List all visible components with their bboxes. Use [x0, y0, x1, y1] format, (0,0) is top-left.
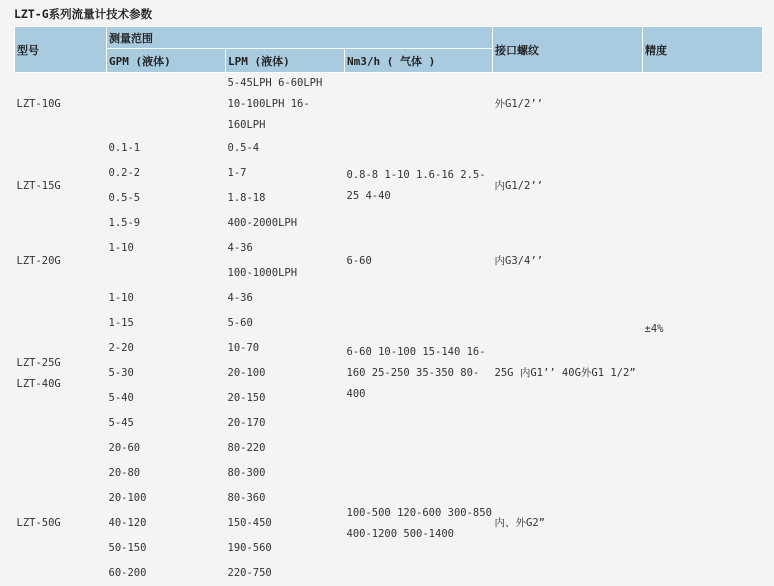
gpm-cell: 20-80	[107, 461, 226, 486]
header-range: 测量范围	[107, 27, 493, 49]
nm3h-cell: 6-60 10-100 15-140 16-160 25-250 35-350 80-400	[345, 286, 493, 461]
header-model: 型号	[15, 27, 107, 73]
lpm-cell: 1.8-18	[226, 186, 345, 211]
nm3h-cell: 100-500 120-600 300-850 400-1200 500-1400	[345, 461, 493, 586]
gpm-cell: 60-200	[107, 561, 226, 586]
lpm-cell: 80-220	[226, 436, 345, 461]
lpm-cell: 190-560	[226, 536, 345, 561]
model-cell	[15, 286, 107, 461]
header-thread: 接口螺纹	[493, 27, 643, 73]
thread-cell: 25G 内G1’’ 40G外G1 1/2”	[493, 286, 643, 461]
gpm-cell: 0.1-1	[107, 136, 226, 161]
header-gpm: GPM (液体)	[107, 49, 226, 73]
spec-table	[14, 26, 763, 586]
thread-cell: 外G1/2’’	[493, 73, 643, 137]
model-40g: LZT-40G	[17, 374, 107, 395]
gpm-cell: 40-120	[107, 511, 226, 536]
lpm-cell: 150-450	[226, 511, 345, 536]
gpm-cell: 1-10	[107, 286, 226, 311]
lpm-cell: 0.5-4	[226, 136, 345, 161]
table-row	[15, 73, 763, 137]
lpm-cell: 80-300	[226, 461, 345, 486]
model-cell: LZT-15G	[15, 136, 107, 236]
model-cell: LZT-50G	[15, 461, 107, 586]
header-lpm: LPM (液体)	[226, 49, 345, 73]
lpm-cell: 5-60	[226, 311, 345, 336]
gpm-cell: 0.2-2	[107, 161, 226, 186]
lpm-cell: 5-45LPH 6-60LPH 10-100LPH 16-160LPH	[226, 73, 345, 137]
model-cell: LZT-10G	[15, 73, 107, 137]
lpm-cell: 20-170	[226, 411, 345, 436]
gpm-cell: 0.5-5	[107, 186, 226, 211]
lpm-cell: 100-1000LPH	[226, 261, 345, 286]
gpm-cell: 5-30	[107, 361, 226, 386]
lpm-cell: 400-2000LPH	[226, 211, 345, 236]
lpm-cell: 20-100	[226, 361, 345, 386]
gpm-cell: 20-60	[107, 436, 226, 461]
model-25g: LZT-25G	[17, 353, 107, 374]
nm3h-cell	[345, 73, 493, 137]
gpm-cell: 5-40	[107, 386, 226, 411]
header-nm3h: Nm3/h ( 气体 )	[345, 49, 493, 73]
lpm-cell: 4-36	[226, 286, 345, 311]
thread-cell: 内、外G2”	[493, 461, 643, 586]
thread-cell: 内G1/2’’	[493, 136, 643, 236]
gpm-cell: 1-10	[107, 236, 226, 261]
lpm-cell: 20-150	[226, 386, 345, 411]
gpm-cell: 50-150	[107, 536, 226, 561]
lpm-cell: 10-70	[226, 336, 345, 361]
lpm-cell: 220-750	[226, 561, 345, 586]
gpm-cell: 20-100	[107, 486, 226, 511]
model-cell: LZT-20G	[15, 236, 107, 286]
nm3h-cell: 6-60	[345, 236, 493, 286]
gpm-cell: 5-45	[107, 411, 226, 436]
nm3h-cell: 0.8-8 1-10 1.6-16 2.5-25 4-40	[345, 136, 493, 236]
page-title: LZT-G系列流量计技术参数	[14, 6, 152, 22]
accuracy-cell: ±4%	[643, 73, 763, 586]
thread-cell: 内G3/4’’	[493, 236, 643, 286]
gpm-cell	[107, 73, 226, 137]
gpm-cell: 2-20	[107, 336, 226, 361]
header-accuracy: 精度	[643, 27, 763, 73]
gpm-cell	[107, 261, 226, 286]
lpm-cell: 1-7	[226, 161, 345, 186]
gpm-cell: 1.5-9	[107, 211, 226, 236]
lpm-cell: 80-360	[226, 486, 345, 511]
gpm-cell: 1-15	[107, 311, 226, 336]
lpm-cell: 4-36	[226, 236, 345, 261]
header-row-1	[15, 27, 763, 49]
